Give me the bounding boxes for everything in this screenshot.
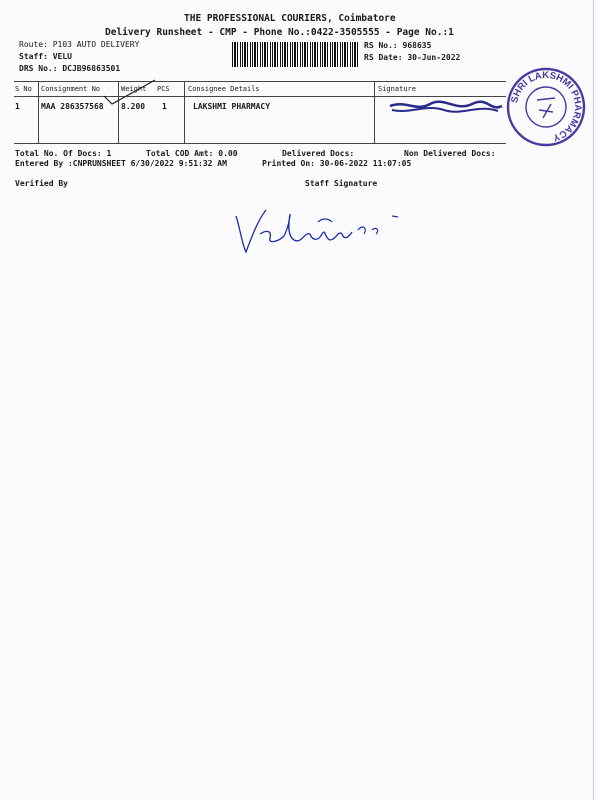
tick-mark xyxy=(100,78,160,110)
rs-no: RS No.: 968635 xyxy=(364,41,432,50)
col-divider xyxy=(374,81,375,143)
pharmacy-stamp xyxy=(505,66,587,148)
total-cod: Total COD Amt: 0.00 xyxy=(146,149,238,158)
row-consignee: LAKSHMI PHARMACY xyxy=(193,102,271,111)
staff-signature-handwriting xyxy=(232,200,402,260)
delivered-docs: Delivered Docs: xyxy=(282,149,355,158)
printed-on: Printed On: 30-06-2022 11:07:05 xyxy=(262,159,412,168)
total-docs: Total No. Of Docs: 1 xyxy=(15,149,112,158)
rs-date: RS Date: 30-Jun-2022 xyxy=(364,53,461,62)
consignee-signature-scribble xyxy=(386,98,506,120)
col-header-consignment: Consignment No xyxy=(41,85,101,93)
col-header-signature: Signature xyxy=(378,85,416,93)
row-pcs: 1 xyxy=(162,102,167,111)
table-bottom-rule xyxy=(14,143,506,144)
barcode xyxy=(232,42,360,67)
route-label: Route: P103 AUTO DELIVERY xyxy=(19,40,140,49)
svg-text:SHRI LAKSHMI PHARMACY xyxy=(509,70,583,143)
non-delivered-docs: Non Delivered Docs: xyxy=(404,149,496,158)
col-divider xyxy=(38,81,39,143)
verified-by: Verified By xyxy=(15,179,68,188)
table-header-rule xyxy=(14,96,506,97)
col-header-consignee: Consignee Details xyxy=(188,85,260,93)
staff-signature-label: Staff Signature xyxy=(305,179,378,188)
drs-label: DRS No.: DCJB96863501 xyxy=(19,64,121,73)
page-edge xyxy=(593,0,594,800)
row-weight: 8.200 xyxy=(121,102,146,111)
col-header-pcs: PCS xyxy=(157,85,170,93)
row-sno: 1 xyxy=(15,102,20,111)
entered-by: Entered By :CNPRUNSHEET 6/30/2022 9:51:32 AM xyxy=(15,159,227,168)
col-divider xyxy=(184,81,185,143)
table-top-rule xyxy=(14,81,506,82)
company-title: THE PROFESSIONAL COURIERS, Coimbatore xyxy=(184,13,396,24)
col-header-weight: Weight xyxy=(121,85,147,93)
runsheet-subtitle: Delivery Runsheet - CMP - Phone No.:0422-3505555 - Page No.:1 xyxy=(105,27,454,38)
row-consignment: MAA 286357568 xyxy=(41,102,104,111)
staff-label: Staff: VELU xyxy=(19,52,72,61)
col-header-sno: S No xyxy=(15,85,32,93)
stamp-text: SHRI LAKSHMI PHARMACY xyxy=(509,69,584,144)
